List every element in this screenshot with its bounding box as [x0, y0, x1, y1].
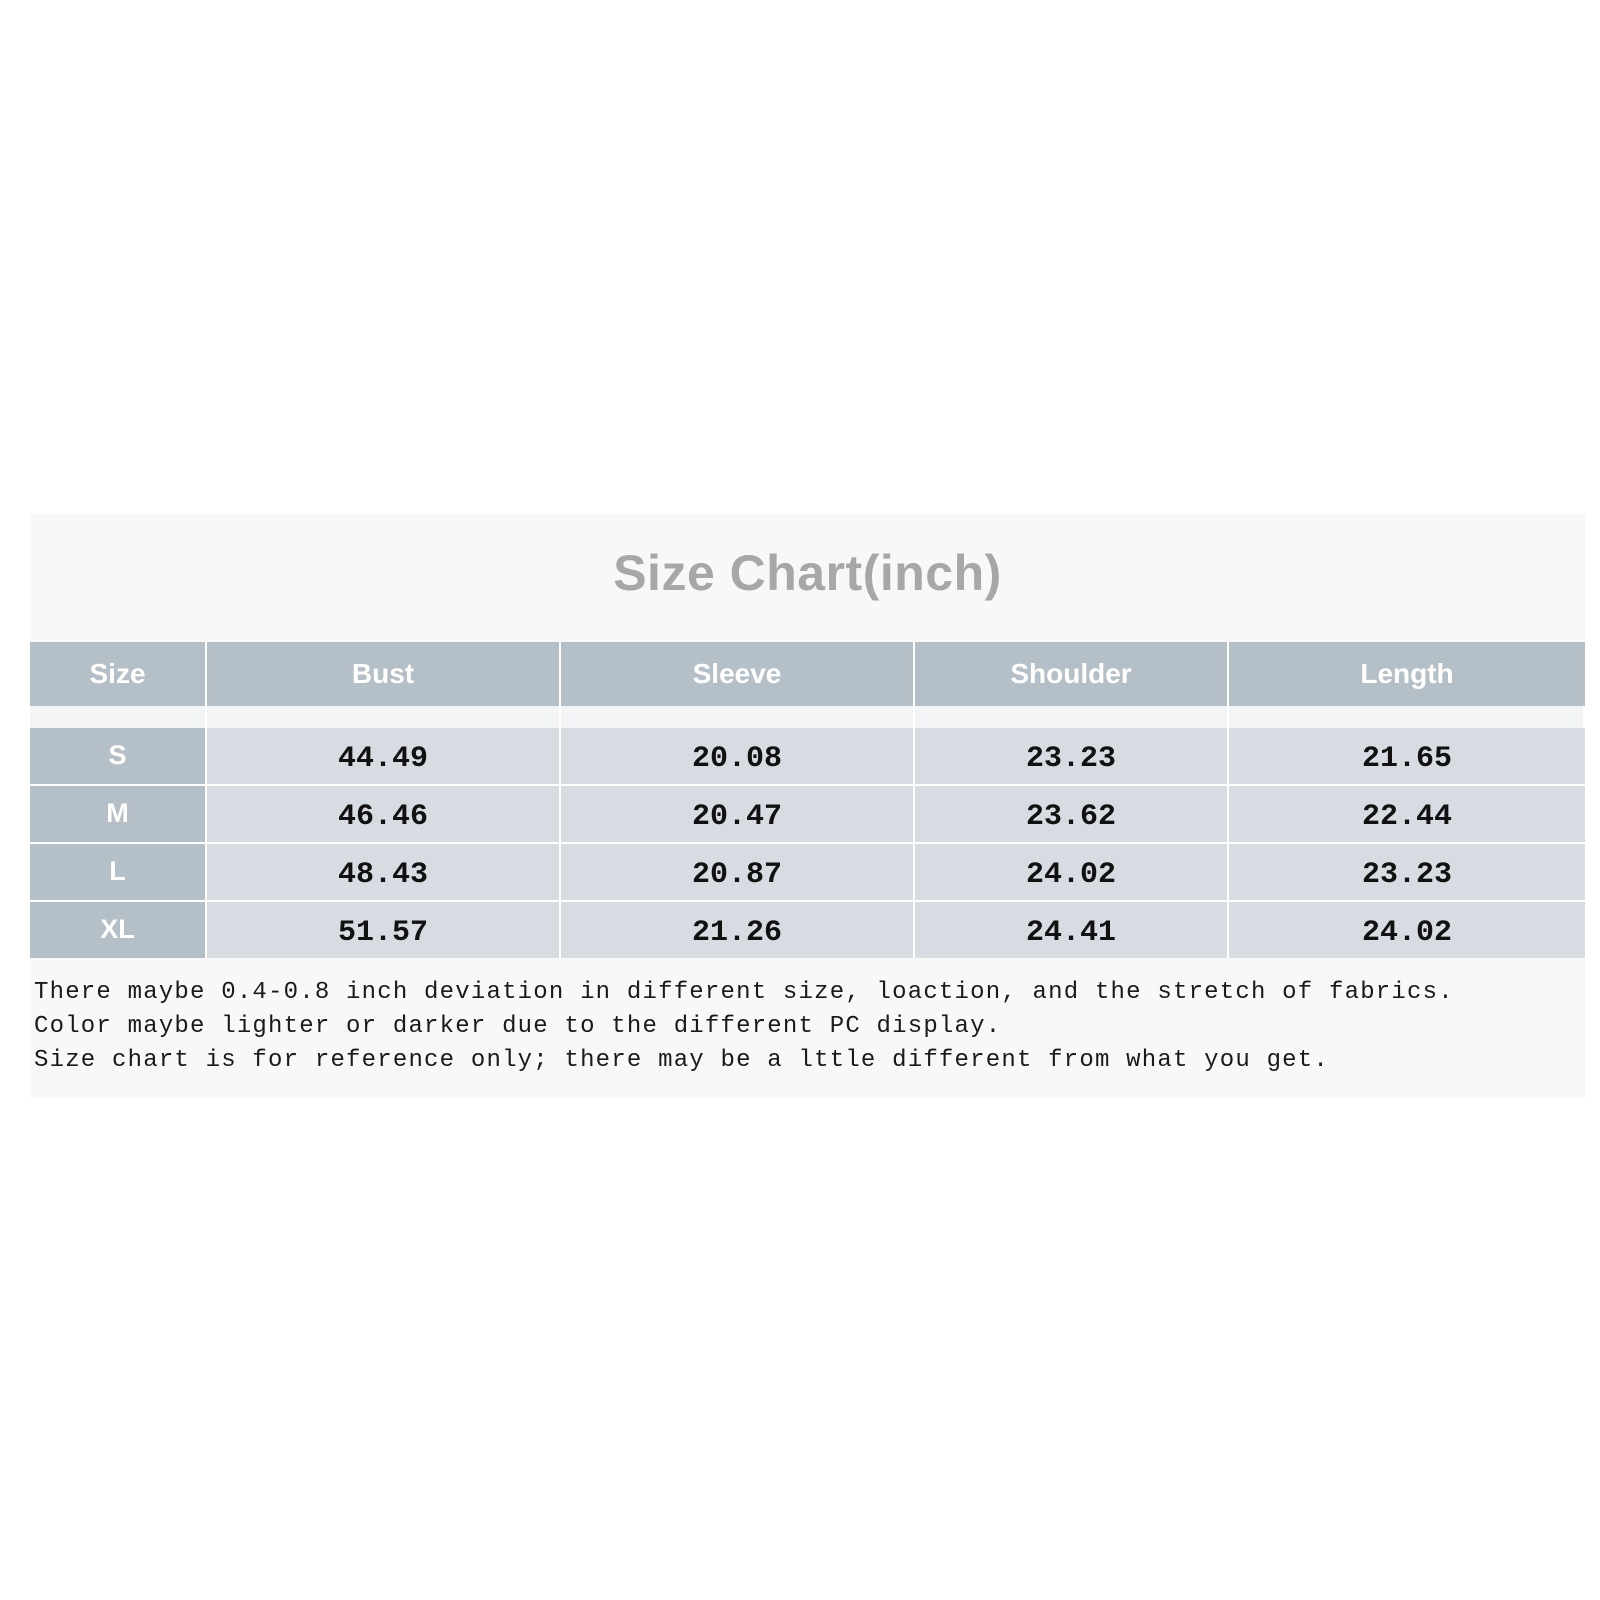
- table-row: [30, 902, 1585, 958]
- spacer-cell: [561, 706, 915, 728]
- spacer-cell: [915, 706, 1229, 728]
- sleeve-cell: 20.08: [561, 728, 915, 784]
- bust-cell: 48.43: [207, 844, 561, 900]
- sleeve-cell: 20.87: [561, 844, 915, 900]
- shoulder-cell: 24.41: [915, 902, 1229, 958]
- bust-cell: 44.49: [207, 728, 561, 784]
- table-header-row: [30, 642, 1585, 706]
- spacer-cell: [30, 706, 207, 728]
- header-shoulder: Shoulder: [915, 642, 1229, 706]
- sleeve-cell: 21.26: [561, 902, 915, 958]
- length-cell: 24.02: [1361, 916, 1452, 950]
- shoulder-cell: 23.23: [915, 728, 1229, 784]
- sleeve-cell: 20.47: [561, 786, 915, 842]
- note-color: Color maybe lighter or darker due to the different PC display.: [34, 1013, 1002, 1040]
- size-chart-panel: [30, 514, 1585, 1098]
- shoulder-cell: 23.62: [915, 786, 1229, 842]
- note-reference: Size chart is for reference only; there may be a lttle different from what you get.: [34, 1047, 1329, 1074]
- table-spacer-row: [30, 706, 1585, 728]
- table-row: [30, 786, 1585, 844]
- header-size: Size: [30, 642, 207, 706]
- size-label-cell: L: [30, 844, 207, 900]
- table-body: [30, 728, 1585, 958]
- spacer-cell: [1229, 706, 1585, 728]
- header-bust: Bust: [207, 642, 561, 706]
- bust-cell: 51.57: [207, 902, 561, 958]
- size-label-cell: XL: [30, 902, 207, 958]
- length-cell: 21.65: [1361, 742, 1452, 776]
- shoulder-cell: 24.02: [915, 844, 1229, 900]
- table-row: [30, 728, 1585, 786]
- note-deviation: There maybe 0.4-0.8 inch deviation in different size, loaction, and the stretch of fabrics.: [34, 979, 1454, 1006]
- length-cell: 22.44: [1361, 800, 1452, 834]
- length-cell: 23.23: [1361, 858, 1452, 892]
- bust-cell: 46.46: [207, 786, 561, 842]
- size-label-cell: M: [30, 786, 207, 842]
- header-sleeve: Sleeve: [561, 642, 915, 706]
- size-chart-notes: [34, 976, 1454, 1078]
- spacer-cell: [207, 706, 561, 728]
- size-chart-title: Size Chart(inch): [613, 545, 1002, 601]
- table-row: [30, 844, 1585, 902]
- header-length: Length: [1360, 658, 1454, 689]
- size-label-cell: S: [30, 728, 207, 784]
